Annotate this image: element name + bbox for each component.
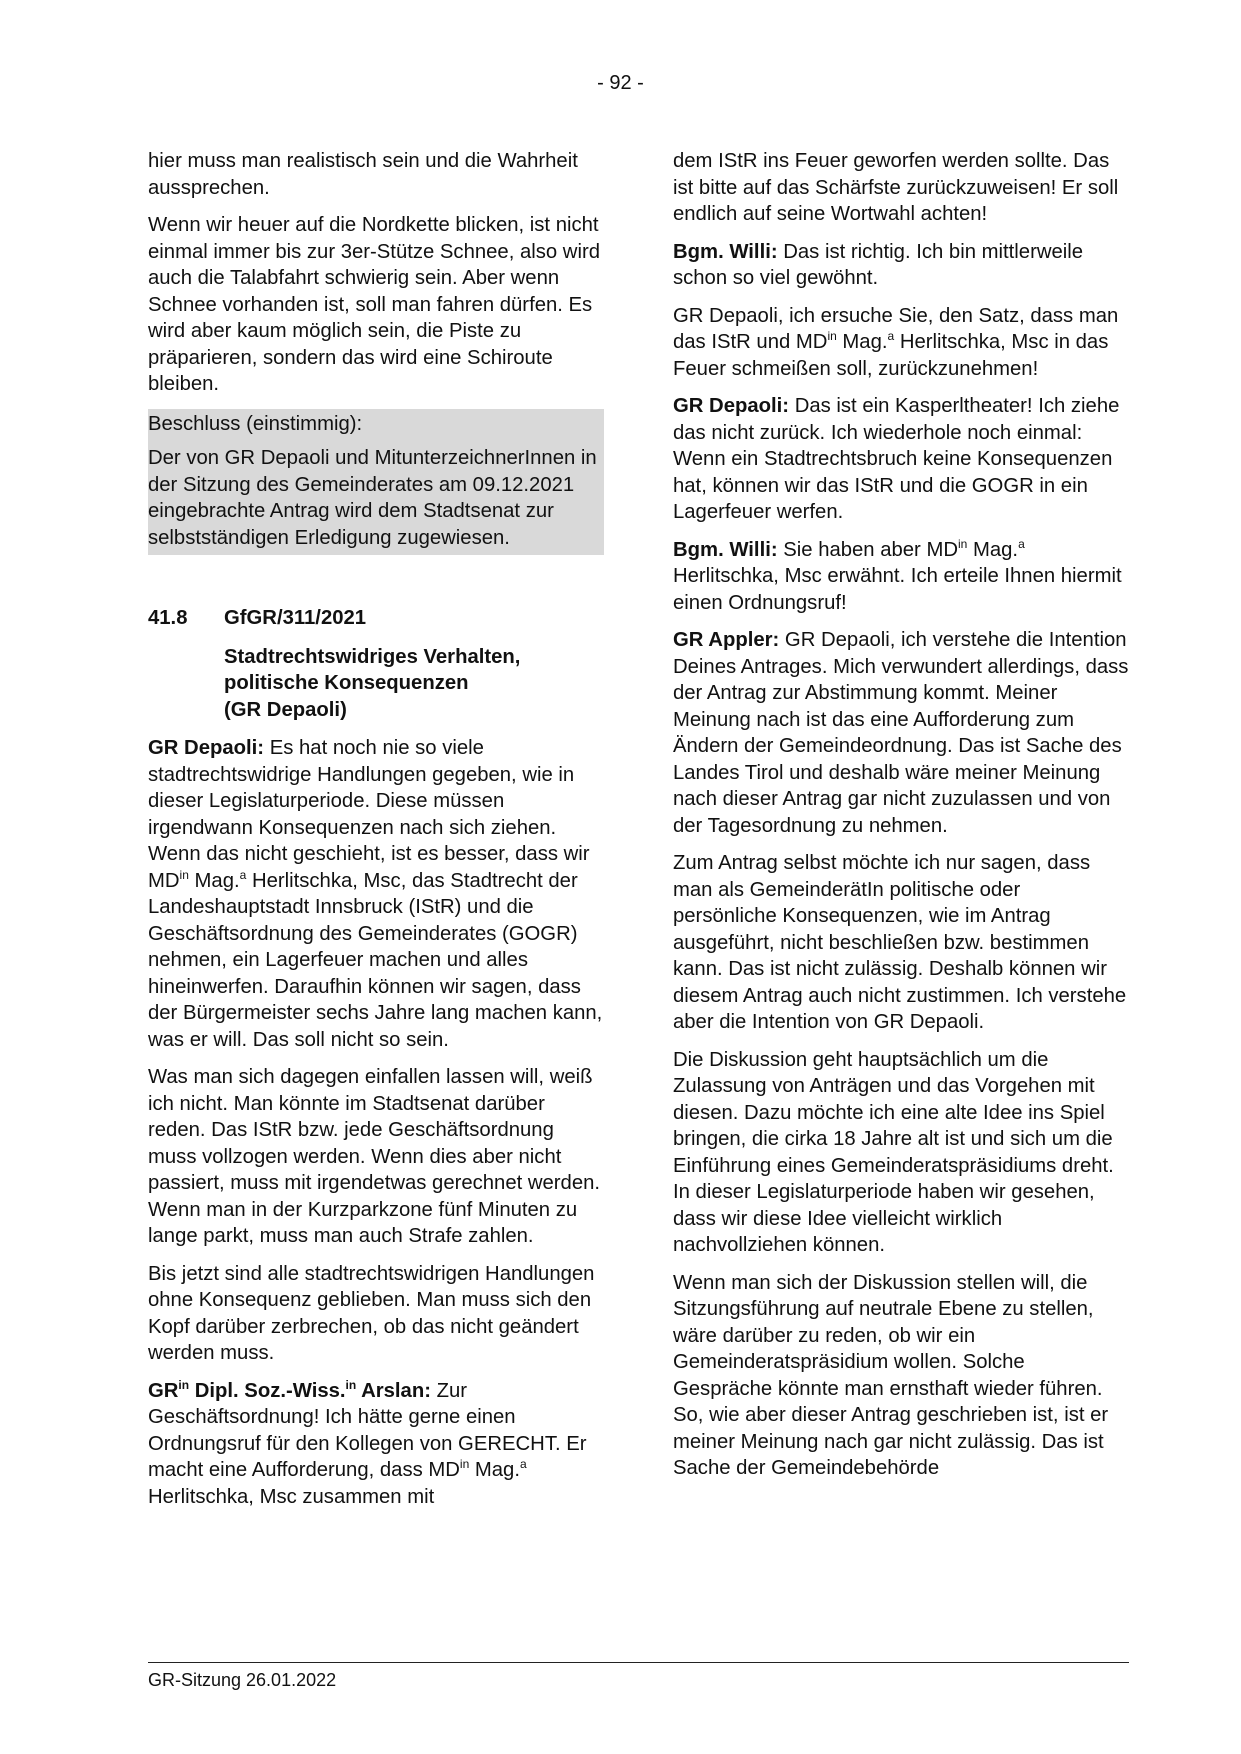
- paragraph: [673, 239, 1129, 292]
- agenda-item-heading: [148, 605, 604, 632]
- superscript: a: [519, 1457, 527, 1472]
- speech-text: Das ist ein Kasperltheater! Ich ziehe das nicht zurück. Ich wiederhole noch einmal: Wenn ein Stadtrechtsbruch keine Konsequenzen hat, können wir das IStR und die GOGR in ein Lagerfeuer werfen.: [673, 395, 1120, 523]
- speech-text: Herlitschka, Msc erwähnt. Ich erteile Ihnen hiermit einen Ordnungsruf!: [673, 565, 1122, 614]
- footer-text: GR-Sitzung 26.01.2022: [148, 1670, 337, 1690]
- speech-text: Zur Geschäftsordnung! Ich hätte gerne einen Ordnungsruf für den Kollegen von GERECHT. Er macht eine Aufforderung, dass MD: [148, 1379, 587, 1481]
- resolution-text: Der von GR Depaoli und MitunterzeichnerInnen in der Sitzung des Gemeinderates am 09.12.2021 eingebrachte Antrag wird dem Stadtsenat zur selbstständigen Erledigung zugewiesen.: [148, 447, 597, 549]
- footer-divider: [148, 1662, 1129, 1663]
- speaker-name-part: Arslan:: [356, 1379, 431, 1402]
- right-column: [673, 148, 1129, 1493]
- resolution-box: [148, 409, 604, 556]
- paragraph: Wenn wir heuer auf die Nordkette blicken, ist nicht einmal immer bis zur 3er-Stütze Schnee, also wird auch die Talabfahrt schwierig sein. Aber wenn Schnee vorhanden ist, soll man fahren dürfen. Es wird aber kaum möglich sein, die Piste zu präparieren, sondern das wird eine Schiroute bleiben.: [148, 214, 600, 395]
- speech-text: Herlitschka, Msc in das Feuer schmeißen soll, zurückzunehmen!: [673, 331, 1109, 380]
- page-number: - 92 -: [597, 72, 644, 94]
- superscript: a: [887, 329, 895, 344]
- agenda-item-title-line: politische Konsequenzen: [224, 672, 469, 694]
- superscript: a: [239, 867, 247, 882]
- speaker-name: Bgm. Willi:: [673, 240, 778, 263]
- agenda-item-code: GfGR/311/2021: [224, 607, 367, 629]
- speech-text: Es hat noch nie so viele stadtrechtswidrige Handlungen gegeben, wie in dieser Legislaturperiode. Diese müssen irgendwann Konsequenzen nach sich ziehen. Wenn das nicht geschieht, ist es besser, dass wir MD: [148, 737, 590, 892]
- paragraph: Was man sich dagegen einfallen lassen will, weiß ich nicht. Man könnte im Stadtsenat darüber reden. Das IStR bzw. jede Geschäftsordnung muss vollzogen werden. Wenn dies aber nicht passiert, muss mit irgendetwas gerechnet werden. Wenn man in der Kurzparkzone fünf Minuten zu lange parkt, muss man auch Strafe zahlen.: [148, 1066, 601, 1247]
- speech-text: Mag.: [469, 1459, 520, 1481]
- agenda-item-title: [224, 644, 604, 724]
- speaker-name: Bgm. Willi:: [673, 538, 778, 561]
- paragraph: Die Diskussion geht hauptsächlich um die Zulassung von Anträgen und das Vorgehen mit diesen. Dazu möchte ich eine alte Idee ins Spiel bringen, die cirka 18 Jahre alt ist und sich um die Einführung eines Gemeinderatspräsidiums dreht. In dieser Legislaturperiode haben wir gesehen, dass wir diese Idee vielleicht wirklich nachvollziehen können.: [673, 1048, 1114, 1256]
- speaker-name-part: GR: [148, 1379, 179, 1402]
- superscript: in: [345, 1377, 357, 1392]
- speech-text: Sie haben aber MD: [777, 538, 958, 561]
- superscript: in: [459, 1457, 470, 1472]
- paragraph: Wenn man sich der Diskussion stellen will, die Sitzungsführung auf neutrale Ebene zu stellen, wäre darüber zu reden, ob wir ein Gemeinderatspräsidium wollen. Solche Gespräche könnte man ernsthaft wieder führen. So, wie aber dieser Antrag geschrieben ist, ist er meiner Meinung nach gar nicht zulässig. Das ist Sache der Gemeindebehörde: [673, 1271, 1109, 1479]
- speech-text: Das ist richtig. Ich bin mittlerweile schon so viel gewöhnt.: [673, 240, 1084, 289]
- superscript: in: [827, 329, 837, 344]
- paragraph: [673, 627, 1129, 839]
- paragraph: [673, 303, 1129, 383]
- paragraph: [148, 735, 604, 1053]
- superscript: in: [179, 867, 189, 882]
- speech-text: Mag.: [188, 869, 240, 892]
- paragraph: [673, 537, 1129, 617]
- speech-text: Herlitschka, Msc, das Stadtrecht der Landeshauptstadt Innsbruck (IStR) und die Geschäftsordnung des Gemeinderates (GOGR) nehmen, ein Lagerfeuer machen und alles hineinwerfen. Daraufhin können wir sagen, dass der Bürgermeister sechs Jahre lang machen kann, was er will. Das soll nicht so sein.: [148, 869, 603, 1051]
- paragraph: [673, 393, 1129, 526]
- paragraph: Zum Antrag selbst möchte ich nur sagen, dass man als GemeinderätIn politische oder persönliche Konsequenzen, wie im Antrag ausgeführt, nicht beschließen bzw. bestimmen kann. Das ist nicht zulässig. Deshalb können wir diesem Antrag auch nicht zustimmen. Ich verstehe aber die Intention von GR Depaoli.: [673, 852, 1127, 1033]
- agenda-item-title-line: Stadtrechtswidriges Verhalten,: [224, 645, 521, 668]
- speech-text: Herlitschka, Msc zusammen mit: [148, 1485, 435, 1508]
- speech-text: Mag.: [836, 331, 888, 353]
- speech-text: GR Depaoli, ich ersuche Sie, den Satz, dass man das IStR und MD: [673, 304, 1119, 353]
- speech-text: Mag.: [967, 538, 1019, 561]
- speech-text: GR Depaoli, ich verstehe die Intention Deines Antrages. Mich verwundert allerdings, dass der Antrag zur Abstimmung kommt. Meiner Meinung nach ist das eine Aufforderung zum Ändern der Gemeindeordnung. Das ist Sache des Landes Tirol und deshalb wäre meiner Meinung nach dieser Antrag gar nicht zuzulassen und von der Tagesordnung zu nehmen.: [673, 629, 1129, 837]
- speaker-name-part: Dipl. Soz.-Wiss.: [189, 1379, 346, 1402]
- left-column: [148, 148, 604, 1521]
- superscript: in: [178, 1377, 190, 1392]
- superscript: in: [958, 536, 968, 551]
- superscript: a: [1018, 536, 1025, 551]
- agenda-item-number: 41.8: [148, 607, 188, 629]
- paragraph: dem IStR ins Feuer geworfen werden sollte. Das ist bitte auf das Schärfste zurückzuweisen! Er soll endlich auf seine Wortwahl achten!: [673, 150, 1119, 225]
- speaker-name: GR Depaoli:: [673, 395, 790, 417]
- speaker-name: GR Appler:: [673, 629, 780, 651]
- paragraph: hier muss man realistisch sein und die Wahrheit aussprechen.: [148, 150, 578, 199]
- paragraph: [148, 1378, 604, 1511]
- speaker-name: [148, 1377, 431, 1402]
- speaker-name: GR Depaoli:: [148, 737, 265, 759]
- resolution-title: Beschluss (einstimmig):: [148, 412, 363, 435]
- agenda-item-title-line: (GR Depaoli): [224, 698, 347, 721]
- paragraph: Bis jetzt sind alle stadtrechtswidrigen Handlungen ohne Konsequenz geblieben. Man muss sich den Kopf darüber zerbrechen, ob das nicht geändert werden muss.: [148, 1262, 595, 1364]
